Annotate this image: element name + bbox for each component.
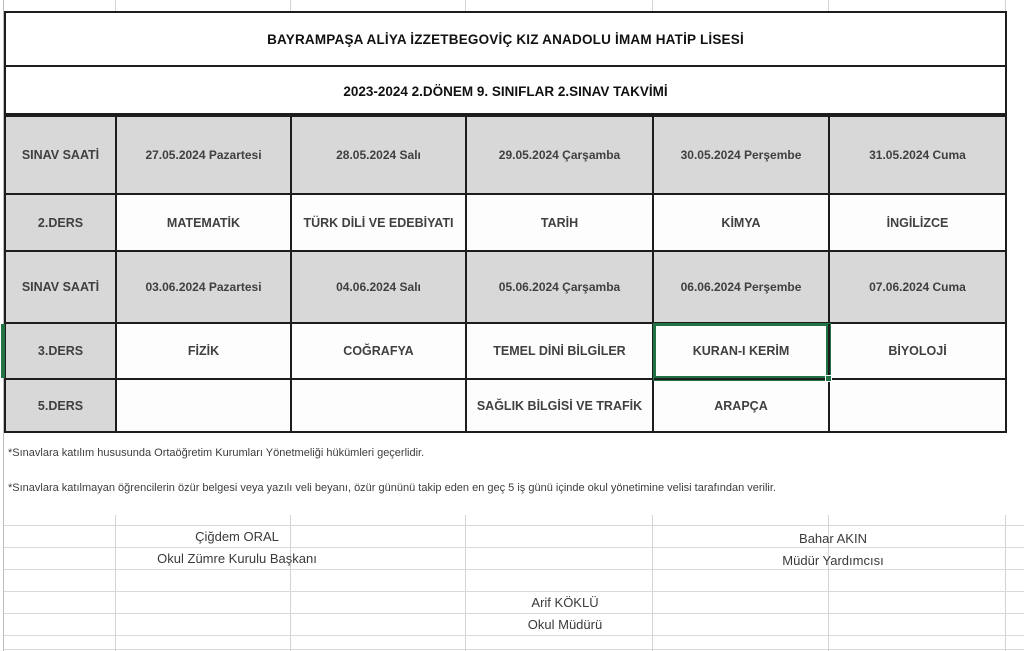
row-label-cell[interactable]: SINAV SAATİ <box>6 252 117 324</box>
exam-date-cell[interactable]: 27.05.2024 Pazartesi <box>117 117 292 195</box>
selected-row-indicator <box>1 324 5 378</box>
gridline <box>1005 0 1006 11</box>
row-label-cell[interactable]: 3.DERS <box>6 324 117 380</box>
note-line: *Sınavlara katılım hususunda Ortaöğretim Kurumları Yönetmeliği hükümleri geçerlidir. <box>8 447 425 459</box>
signature-name: Bahar AKIN <box>799 531 867 546</box>
exam-date-cell[interactable]: 28.05.2024 Salı <box>292 117 467 195</box>
gridline <box>290 0 291 11</box>
exam-date-cell[interactable]: 03.06.2024 Pazartesi <box>117 252 292 324</box>
gridline <box>828 0 829 11</box>
signature-role: Müdür Yardımcısı <box>782 553 884 568</box>
signature-block <box>683 528 983 572</box>
note-line: *Sınavlara katılmayan öğrencilerin özür belgesi veya yazılı veli beyanı, özür gününü takip eden en geç 5 iş günü içinde okul yönetimine velisi tarafından verilir. <box>8 482 776 494</box>
gridline <box>465 0 466 11</box>
exam-date-cell[interactable]: 05.06.2024 Çarşamba <box>467 252 654 324</box>
selected-cell-text: KURAN-I KERİM <box>692 344 790 358</box>
subject-cell[interactable]: SAĞLIK BİLGİSİ VE TRAFİK <box>467 380 654 431</box>
signature-name: Arif KÖKLÜ <box>531 595 599 610</box>
signature-role: Okul Zümre Kurulu Başkanı <box>157 551 317 566</box>
row-label-cell[interactable]: SINAV SAATİ <box>6 117 117 195</box>
exam-date-cell[interactable]: 07.06.2024 Cuma <box>830 252 1005 324</box>
exam-date-cell[interactable]: 29.05.2024 Çarşamba <box>467 117 654 195</box>
signature-role: Okul Müdürü <box>527 617 603 632</box>
exam-schedule-table <box>4 115 1007 433</box>
subject-cell[interactable] <box>117 380 292 431</box>
signature-block <box>415 592 715 636</box>
subject-cell[interactable]: TEMEL DİNİ BİLGİLER <box>467 324 654 380</box>
signature-name: Çiğdem ORAL <box>195 529 279 544</box>
gridline <box>4 649 1024 650</box>
row-label-cell[interactable]: 5.DERS <box>6 380 117 431</box>
subject-cell[interactable]: TÜRK DİLİ VE EDEBİYATI <box>292 195 467 252</box>
fill-handle[interactable] <box>825 375 832 382</box>
exam-date-cell[interactable]: 04.06.2024 Salı <box>292 252 467 324</box>
subject-cell[interactable]: MATEMATİK <box>117 195 292 252</box>
gridline <box>115 0 116 11</box>
title-block <box>4 11 1007 115</box>
exam-date-cell[interactable]: 31.05.2024 Cuma <box>830 117 1005 195</box>
subject-cell[interactable]: FİZİK <box>117 324 292 380</box>
gridline <box>1005 515 1006 651</box>
subject-cell[interactable]: KİMYA <box>654 195 830 252</box>
subject-cell[interactable]: BİYOLOJİ <box>830 324 1005 380</box>
exam-date-cell[interactable]: 06.06.2024 Perşembe <box>654 252 830 324</box>
subject-cell[interactable]: İNGİLİZCE <box>830 195 1005 252</box>
signature-block <box>87 526 387 570</box>
selected-subject-cell[interactable] <box>654 324 830 380</box>
gridline <box>652 0 653 11</box>
exam-date-cell[interactable]: 30.05.2024 Perşembe <box>654 117 830 195</box>
school-title: BAYRAMPAŞA ALİYA İZZETBEGOVİÇ KIZ ANADOLU İMAM HATİP LİSESİ <box>6 13 1005 67</box>
schedule-title: 2023-2024 2.DÖNEM 9. SINIFLAR 2.SINAV TAKVİMİ <box>343 83 668 99</box>
row-label-cell[interactable]: 2.DERS <box>6 195 117 252</box>
subject-cell[interactable]: TARİH <box>467 195 654 252</box>
subject-cell[interactable] <box>292 380 467 431</box>
subject-cell[interactable] <box>830 380 1005 431</box>
subject-cell[interactable]: COĞRAFYA <box>292 324 467 380</box>
subject-cell[interactable]: ARAPÇA <box>654 380 830 431</box>
